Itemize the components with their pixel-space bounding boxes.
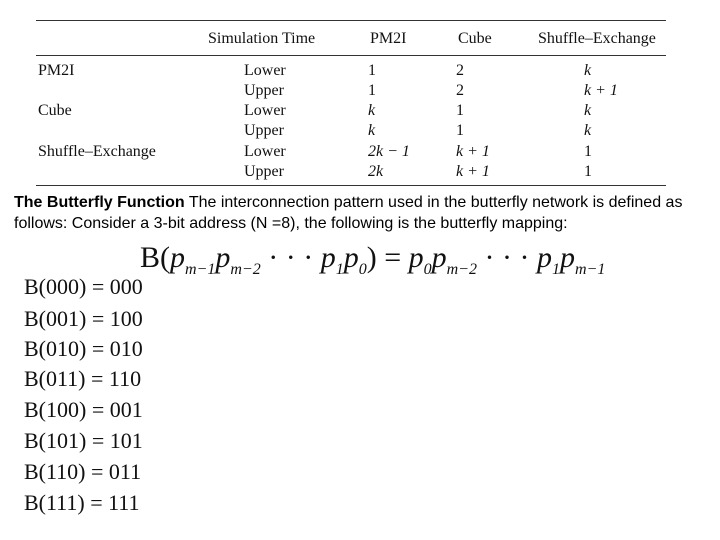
formula-lhs-close: ) [366,241,377,274]
paragraph-body: The interconnection pattern used in the butterfly network is defined as follows: Consider a 3-bit address (N =8), the following is the butterfly mapping: [14,194,683,232]
table-cell-pm2i: 2k − 1 [368,143,410,160]
group-label-shuffle-exchange: Shuffle–Exchange [38,143,156,160]
formula-var: p [431,241,447,274]
table-top-rule [36,20,666,21]
group-label-cube: Cube [38,102,72,119]
formula-sub: m−2 [230,261,261,278]
table-cell-pm2i: 1 [368,62,376,79]
table-cell-pm2i: 1 [368,82,376,99]
table-cell-bound: Upper [244,122,284,139]
table-cell-pm2i: k [368,122,376,139]
table-cell-bound: Upper [244,82,284,99]
table-cell-shuffle: 1 [584,163,592,180]
mapping-item: B(110) = 011 [24,459,142,484]
formula-var: p [559,241,575,274]
formula-sub: 0 [358,261,367,278]
formula-sub: 1 [335,261,344,278]
table-cell-bound: Lower [244,143,286,160]
formula-sub: 0 [423,261,432,278]
header-shuffle-exchange: Shuffle–Exchange [538,30,656,47]
formula-var: p [408,241,424,274]
header-simulation-time: Simulation Time [208,30,316,47]
table-cell-shuffle: 1 [584,143,592,160]
table-cell-cube: k + 1 [456,143,490,160]
table-cell-bound: Lower [244,62,286,79]
table-cell-pm2i: 2k [368,163,384,180]
group-label-pm2i: PM2I [38,62,75,79]
formula-var: p [215,241,231,274]
formula-var: p [343,241,359,274]
mapping-item: B(100) = 001 [24,397,143,422]
mapping-item: B(101) = 101 [24,428,143,453]
table-cell-bound: Lower [244,102,286,119]
mapping-item: B(001) = 100 [24,306,143,331]
table-cell-cube: 1 [456,122,464,139]
table-cell-cube: 1 [456,102,464,119]
mapping-item: B(010) = 010 [24,336,143,361]
table-cell-shuffle: k [584,62,592,79]
paragraph-title: The Butterfly Function [14,194,185,211]
formula-sub: 1 [551,261,560,278]
formula-sub: m−2 [446,261,477,278]
header-cube: Cube [458,30,492,47]
formula-lhs-fn: B( [140,241,170,274]
mapping-item: B(011) = 110 [24,366,142,391]
butterfly-formula [140,240,605,288]
formula-equals: = [376,241,409,274]
mapping-item: B(000) = 000 [24,274,143,299]
table-cell-cube: 2 [456,82,464,99]
butterfly-description [14,192,704,234]
formula-sub: m−1 [574,261,606,278]
table-cell-shuffle: k [584,122,592,139]
formula-var: p [536,241,552,274]
table-cell-shuffle: k [584,102,592,119]
formula-var: p [170,241,185,274]
table-cell-cube: k + 1 [456,163,490,180]
table-cell-pm2i: k [368,102,376,119]
formula-dots: · · · [476,241,537,274]
formula-var: p [320,241,336,274]
table-cell-shuffle: k + 1 [584,82,618,99]
mapping-item: B(111) = 111 [24,490,140,515]
table-cell-bound: Upper [244,163,284,180]
table-cell-cube: 2 [456,62,464,79]
table-bottom-rule [36,185,666,186]
header-pm2i: PM2I [370,30,407,47]
formula-sub: m−1 [185,261,216,278]
table-header-rule [36,55,666,56]
formula-dots: · · · [260,241,321,274]
